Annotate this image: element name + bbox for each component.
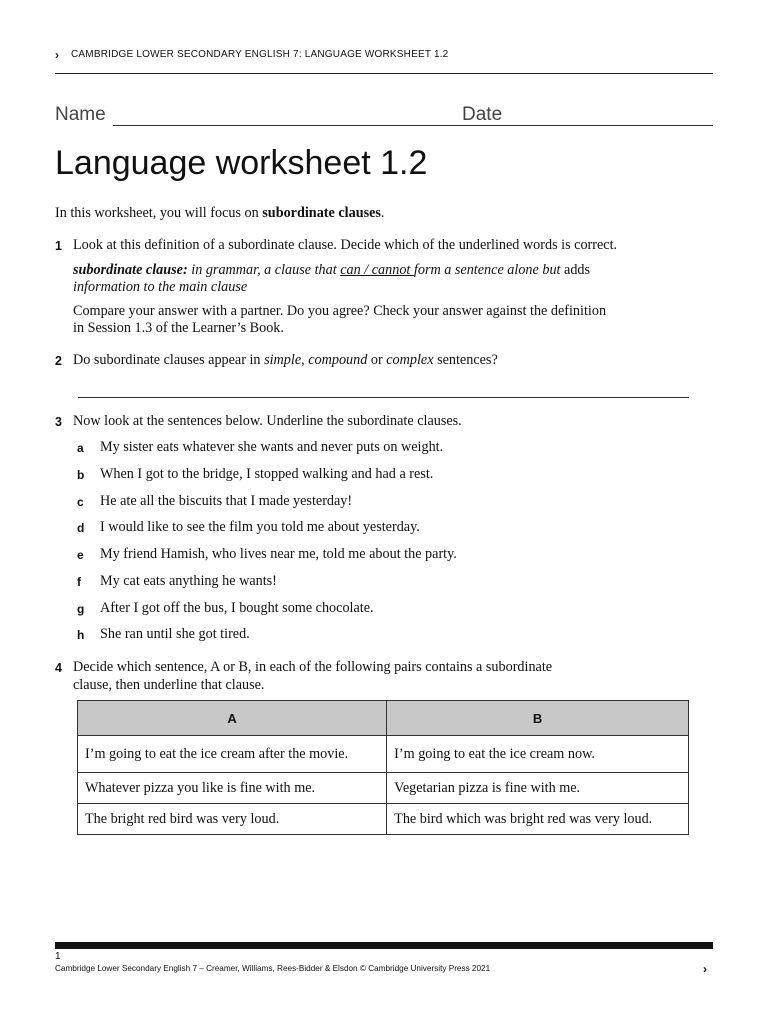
item-e-text: My friend Hamish, who lives near me, told me about the party. bbox=[100, 546, 457, 562]
table-cell[interactable]: Whatever pizza you like is fine with me. bbox=[78, 773, 387, 804]
item-h-letter: h bbox=[77, 628, 85, 642]
definition-line-1 bbox=[73, 262, 590, 279]
q2-or: or bbox=[367, 352, 387, 368]
q2-pre: Do subordinate clauses appear in bbox=[73, 352, 265, 368]
q2-comma: , bbox=[301, 352, 309, 368]
item-f-letter: f bbox=[77, 575, 81, 589]
table-row bbox=[78, 804, 689, 835]
copyright-notice: Cambridge Lower Secondary English 7 – Creamer, Williams, Rees-Bidder & Elsdon © Cambridge University Press 2021 bbox=[55, 964, 491, 973]
item-e-letter: e bbox=[77, 548, 84, 562]
definition-adds: adds bbox=[564, 262, 591, 278]
page-number: 1 bbox=[55, 951, 61, 962]
q2-simple: simple bbox=[264, 352, 302, 368]
definition-pre: in grammar, a clause that bbox=[187, 262, 341, 278]
item-d-letter: d bbox=[77, 521, 85, 535]
header-rule bbox=[55, 73, 713, 74]
item-f-text: My cat eats anything he wants! bbox=[100, 573, 277, 589]
question-3-prompt: Now look at the sentences below. Underline the subordinate clauses. bbox=[73, 413, 462, 429]
item-g-letter: g bbox=[77, 602, 85, 616]
question-1-number: 1 bbox=[55, 239, 62, 253]
item-a-text: My sister eats whatever she wants and never puts on weight. bbox=[100, 439, 444, 455]
definition-line-2-text: information to the main clause bbox=[73, 279, 248, 295]
date-label: Date bbox=[462, 104, 503, 125]
item-c-letter: c bbox=[77, 495, 84, 509]
question-4-prompt-line-1: Decide which sentence, A or B, in each of the following pairs contains a subordinate bbox=[73, 659, 553, 675]
compare-line-1: Compare your answer with a partner. Do you agree? Check your answer against the definition bbox=[73, 303, 607, 319]
definition-term: subordinate clause: bbox=[73, 262, 188, 278]
table-header-row bbox=[78, 701, 689, 736]
q2-compound: compound bbox=[308, 352, 368, 368]
question-4-number: 4 bbox=[55, 661, 62, 675]
question-1-prompt: Look at this definition of a subordinate clause. Decide which of the underlined words is correct. bbox=[73, 237, 618, 253]
table-row bbox=[78, 773, 689, 804]
table-cell[interactable]: The bird which was bright red was very loud. bbox=[387, 804, 689, 835]
item-h-text: She ran until she got tired. bbox=[100, 626, 250, 642]
running-title: CAMBRIDGE LOWER SECONDARY ENGLISH 7: LANGUAGE WORKSHEET 1.2 bbox=[71, 49, 449, 60]
compare-line-2: in Session 1.3 of the Learner’s Book. bbox=[73, 320, 284, 336]
date-field[interactable] bbox=[511, 125, 713, 126]
intro-after: . bbox=[380, 205, 385, 221]
definition-post: form a sentence alone but bbox=[413, 262, 565, 278]
column-header-a: A bbox=[78, 701, 387, 736]
intro-bold: subordinate clauses bbox=[262, 205, 381, 221]
sentence-pairs-table bbox=[77, 700, 689, 835]
item-c-text: He ate all the biscuits that I made yesterday! bbox=[100, 493, 353, 509]
question-2-prompt bbox=[73, 352, 498, 369]
page-title: Language worksheet 1.2 bbox=[55, 144, 428, 182]
intro-before: In this worksheet, you will focus on bbox=[55, 205, 263, 221]
name-field[interactable] bbox=[113, 125, 512, 126]
chevron-right-icon: › bbox=[703, 962, 707, 976]
name-label: Name bbox=[55, 104, 106, 125]
footer-rule bbox=[55, 942, 713, 949]
table-cell[interactable]: The bright red bird was very loud. bbox=[78, 804, 387, 835]
table-cell[interactable]: Vegetarian pizza is fine with me. bbox=[387, 773, 689, 804]
chevron-right-icon: › bbox=[55, 48, 60, 62]
question-3-number: 3 bbox=[55, 415, 62, 429]
table-cell[interactable]: I’m going to eat the ice cream now. bbox=[387, 736, 689, 773]
intro-text bbox=[55, 205, 384, 222]
item-b-text: When I got to the bridge, I stopped walking and had a rest. bbox=[100, 466, 434, 482]
item-b-letter: b bbox=[77, 468, 85, 482]
name-date-row bbox=[55, 104, 713, 128]
column-header-b: B bbox=[387, 701, 689, 736]
item-d-text: I would like to see the film you told me about yesterday. bbox=[100, 519, 420, 535]
running-header bbox=[55, 48, 713, 64]
item-g-text: After I got off the bus, I bought some chocolate. bbox=[100, 600, 374, 616]
definition-line-2 bbox=[73, 279, 247, 296]
q2-post: sentences? bbox=[433, 352, 498, 368]
item-a-letter: a bbox=[77, 441, 84, 455]
question-2-number: 2 bbox=[55, 354, 62, 368]
question-4-prompt-line-2: clause, then underline that clause. bbox=[73, 677, 265, 693]
table-cell[interactable]: I’m going to eat the ice cream after the movie. bbox=[78, 736, 387, 773]
answer-line[interactable] bbox=[78, 397, 689, 398]
table-row bbox=[78, 736, 689, 773]
q2-complex: complex bbox=[386, 352, 434, 368]
definition-choice[interactable]: can / cannot bbox=[340, 262, 414, 278]
